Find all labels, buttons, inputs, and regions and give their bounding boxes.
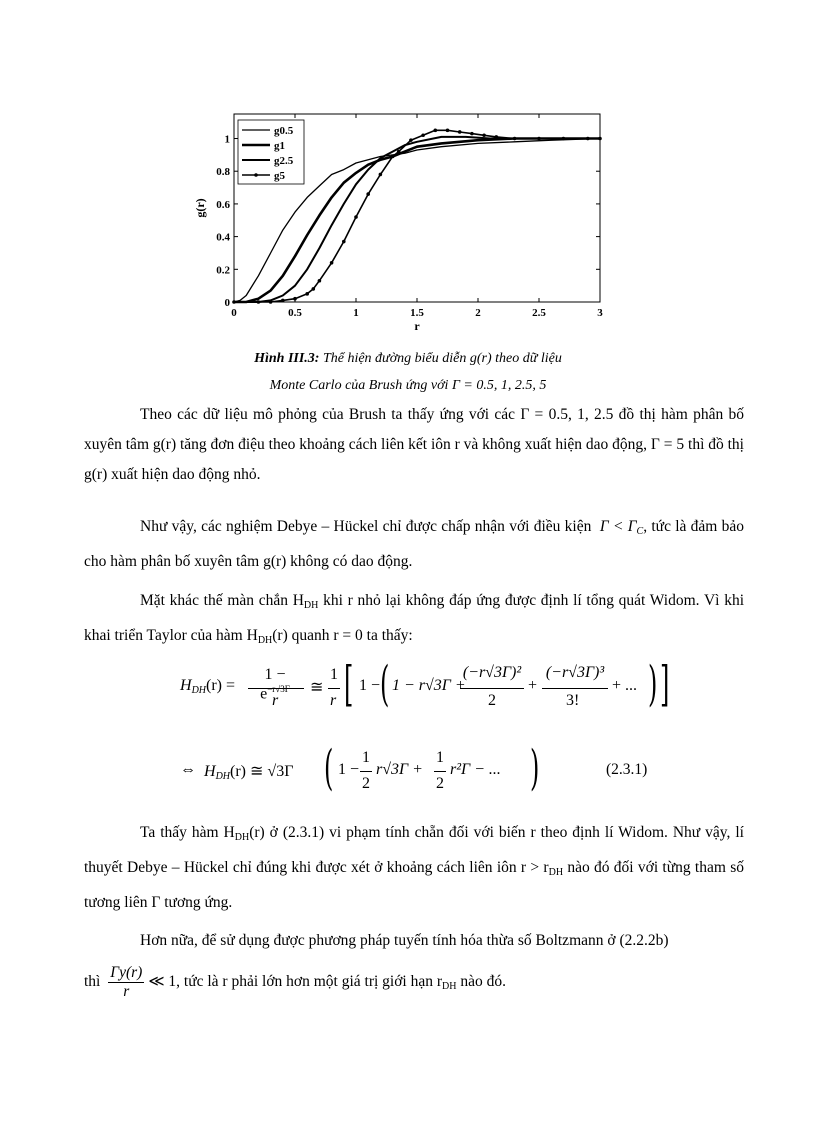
series-marker-g5 <box>318 279 322 283</box>
equation-1-den: r <box>272 692 279 709</box>
y-tick-label: 0 <box>224 297 230 309</box>
y-tick-label: 1 <box>224 133 230 146</box>
eq1-inner: 1 − r√3Γ + <box>392 677 466 694</box>
p3-sub1: DH <box>303 600 319 611</box>
paragraph-1-text: Theo các dữ liệu mô phỏng của Brush ta thấy ứng với các Γ = 0.5, 1, 2.5 đồ thị hàm phân bố xuyên tâm g(r) tăng đơn điệu theo khoảng cách liên kết iôn r và không xuất hiện dao động, Γ = 5 thì đồ thị g(r) xuất hiện dao động nhỏ. <box>84 406 744 483</box>
paren-open: ( <box>380 656 390 712</box>
eq1-plus: + <box>528 677 538 694</box>
series-marker-g5 <box>470 132 474 136</box>
p6-text-c: nào đó. <box>456 973 507 991</box>
p2-condition: Γ < Γ <box>599 518 637 535</box>
eq2-one-minus: 1 − <box>338 761 360 778</box>
series-marker-g5 <box>281 299 285 303</box>
legend-label-g0.5: g0.5 <box>274 125 294 137</box>
y-tick-label: 0.2 <box>216 264 230 277</box>
eq1-t2-den: 2 <box>488 692 496 709</box>
series-marker-g5 <box>354 215 358 219</box>
eq2-half-num: 1 <box>362 749 370 766</box>
eq2-half2-den: 2 <box>436 775 444 792</box>
p6-text-b: ≪ 1, tức là r phải lớn hơn một giá trị giới hạn r <box>148 973 443 991</box>
p4-sub1: DH <box>234 832 250 843</box>
p2-text-a: Như vậy, các nghiệm Debye – Hückel chỉ được chấp nhận với điều kiện <box>140 518 592 535</box>
eq2-tail: r²Γ − ... <box>450 761 501 778</box>
paren2-open: ( <box>324 740 334 796</box>
series-marker-g5 <box>293 297 297 301</box>
paragraph-2 <box>84 512 744 577</box>
p3-sub2: DH <box>257 635 273 646</box>
series-marker-g5 <box>586 137 590 141</box>
p3-text-a: Mặt khác thế màn chắn H <box>140 592 304 609</box>
p3-text-b: khi r nhỏ lại không đáp ứng được định lí tổng quát Widom. Vì khi khai triển Taylor của hàm H <box>84 592 745 644</box>
series-marker-g5 <box>391 155 395 159</box>
equivalence-arrow: ⇔ <box>180 761 196 778</box>
y-tick-label: 0.8 <box>216 166 230 179</box>
paragraph-3 <box>84 586 744 656</box>
eq1-t3-den: 3! <box>566 692 580 709</box>
y-tick-label: 0.6 <box>216 198 230 211</box>
p6-sub: DH <box>442 981 457 993</box>
equation-2-lhs: $H_{DH}(r)$ ≅ √3Γ <box>204 763 294 782</box>
eq1-one-minus: 1 − <box>359 677 381 694</box>
paren-close: ) <box>648 656 658 712</box>
frac2-den: r <box>330 692 337 709</box>
bracket-open: [ <box>344 656 354 712</box>
series-marker-g5 <box>482 133 486 137</box>
eq2-half2-num: 1 <box>436 749 444 766</box>
series-marker-g5 <box>537 137 541 141</box>
frac-bar-1 <box>248 688 304 689</box>
series-marker-g5 <box>446 129 450 133</box>
eq1-tail: + ... <box>612 677 638 694</box>
series-marker-g5 <box>257 300 261 304</box>
p4-sub2: DH <box>548 867 564 878</box>
figure-label: Hình III.3: <box>254 351 320 366</box>
x-tick-label: 2.5 <box>532 307 546 319</box>
series-marker-g5 <box>305 292 309 296</box>
gamma-fraction <box>108 964 144 1001</box>
series-marker-g5 <box>232 300 236 304</box>
series-marker-g5 <box>366 192 370 196</box>
y-tick-label: 0.4 <box>216 231 230 244</box>
gamma-fraction-den: r <box>123 983 130 1000</box>
legend-label-g1: g1 <box>274 140 285 152</box>
p3-text-c: (r) quanh r = 0 ta thấy: <box>272 627 413 644</box>
gamma-fraction-num: Γy(r) <box>110 964 143 981</box>
series-marker-g5 <box>397 150 401 154</box>
equation-1-lhs: $H_{DH}(r)$ = <box>180 677 236 696</box>
legend-marker-g5 <box>254 173 258 177</box>
series-marker-g5 <box>409 138 413 142</box>
figure-caption-line1 <box>0 351 816 367</box>
series-marker-g5 <box>379 173 383 177</box>
equation-number: (2.3.1) <box>606 761 648 778</box>
legend-label-g5: g5 <box>274 170 285 182</box>
paragraph-5 <box>84 926 744 956</box>
eq2-mid: r√3Γ + <box>376 761 423 778</box>
approx-sign: ≅ <box>310 679 324 696</box>
series-marker-g5 <box>458 130 462 134</box>
series-marker-g5 <box>330 261 334 265</box>
frac-bar-2 <box>328 688 340 689</box>
bracket-close: ] <box>660 656 670 712</box>
frac2-num: 1 <box>330 666 338 683</box>
x-tick-label: 2 <box>475 307 481 319</box>
paragraph-5-text: Hơn nữa, để sử dụng được phương pháp tuyến tính hóa thừa số Boltzmann ở (2.2.2b) <box>140 932 669 949</box>
p2-condition-sub: C <box>636 526 644 537</box>
series-marker-g5 <box>269 300 273 304</box>
eq2-half-den: 2 <box>362 775 370 792</box>
series-marker-g5 <box>513 137 517 141</box>
series-marker-g5 <box>495 135 499 139</box>
p4-text-a: Ta thấy hàm H <box>140 824 235 841</box>
series-marker-g5 <box>598 137 602 141</box>
x-tick-label: 1.5 <box>410 307 424 319</box>
paragraph-6 <box>84 964 744 1002</box>
paragraph-1 <box>84 400 744 490</box>
p4-text-b: (r) ở (2.3.1) vi phạm tính chẵn đối với biến r theo định lí Widom. Như vậy, lí thuyết Debye – Hückel chỉ đúng khi được xét ở khoảng cách liên iôn r > r <box>84 824 744 876</box>
paren2-close: ) <box>530 740 540 796</box>
series-marker-g5 <box>421 133 425 137</box>
figure-caption-text: Thể hiện đường biểu diễn g(r) theo dữ liệu <box>322 351 562 366</box>
frac-bar-3 <box>460 688 524 689</box>
p6-text-a: thì <box>84 973 101 991</box>
series-marker-g5 <box>312 287 316 291</box>
x-tick-label: 1 <box>353 307 359 319</box>
x-tick-label: 0 <box>231 307 237 319</box>
paragraph-4 <box>84 818 744 918</box>
figure-caption-line2: Monte Carlo của Brush ứng với Γ = 0.5, 1, 2.5, 5 <box>269 378 547 393</box>
x-tick-label: 0.5 <box>288 307 302 319</box>
equation-1-num: $1 - e^{-r√3\Gamma}$ <box>260 666 290 703</box>
p4-text-c: nào đó đối với từng tham số tương liên Γ tương ứng. <box>84 859 744 911</box>
x-axis-label: r <box>414 319 420 333</box>
eq1-t3-num: (−r√3Γ)³ <box>545 664 605 681</box>
gr-chart <box>190 108 620 340</box>
y-axis-label: g(r) <box>193 198 207 218</box>
series-marker-g5 <box>562 137 566 141</box>
series-marker-g5 <box>342 240 346 244</box>
frac-bar-5 <box>360 771 372 772</box>
eq1-t2-num: (−r√3Γ)² <box>462 664 522 681</box>
series-marker-g5 <box>434 129 438 133</box>
frac-bar-4 <box>542 688 608 689</box>
frac-bar-6 <box>434 771 446 772</box>
legend-label-g2.5: g2.5 <box>274 155 294 167</box>
p2-text-b: , tức là đảm bảo cho hàm phân bố xuyên tâm g(r) không có dao động. <box>84 518 745 570</box>
x-tick-label: 3 <box>597 307 603 319</box>
